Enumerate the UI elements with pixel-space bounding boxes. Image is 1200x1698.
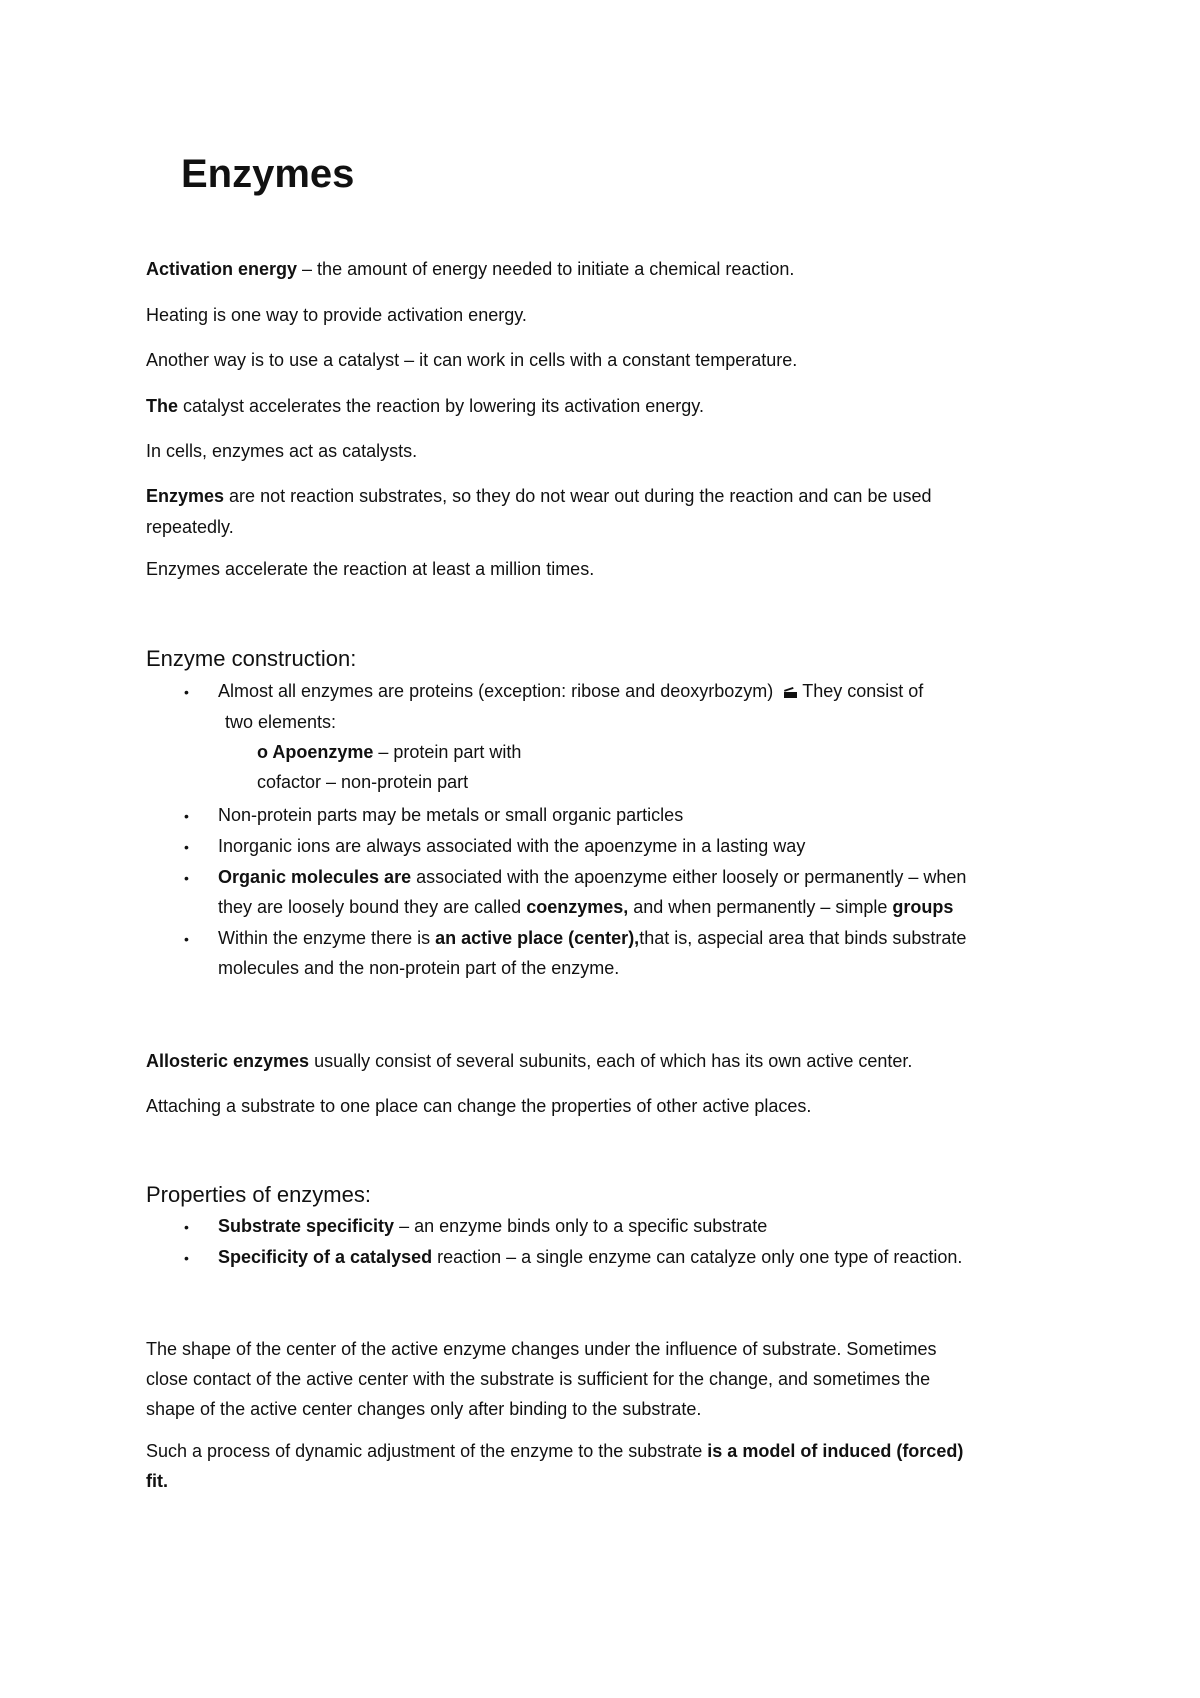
term-allosteric-enzymes: Allosteric enzymes <box>146 1051 310 1071</box>
paragraph-shape-line3: shape of the active center changes only after binding to the substrate. <box>146 1399 702 1419</box>
bullet-non-protein: Non-protein parts may be metals or small organic particles <box>218 805 684 825</box>
bullet-marker <box>184 1253 194 1263</box>
heading-enzyme-construction: Enzyme construction: <box>146 646 357 671</box>
paragraph-text: are not reaction substrates, so they do not wear out during the reaction and can be used <box>224 486 932 506</box>
term-active-place: an active place (center), <box>435 928 640 948</box>
paragraph-enzymes-substrates-line2: repeatedly. <box>146 517 234 537</box>
bullet-text: they are loosely bound they are called <box>218 897 527 917</box>
term-induced-fit: is a model of induced (forced) <box>707 1441 964 1461</box>
bullet-text: Within the enzyme there is <box>218 928 436 948</box>
paragraph-catalyst-accelerates <box>146 395 704 417</box>
paragraph-enzymes-substrates <box>146 485 932 507</box>
bullet-text-tail: They consist of <box>802 681 924 701</box>
bullet-text: associated with the apoenzyme either loosely or permanently – when <box>411 867 967 887</box>
paragraph-in-cells: In cells, enzymes act as catalysts. <box>146 441 418 461</box>
paragraph-allosteric <box>146 1050 912 1072</box>
subitem-text: – protein part with <box>373 742 522 762</box>
bullet-marker <box>184 687 194 697</box>
paragraph-million-times: Enzymes accelerate the reaction at least a million times. <box>146 559 595 579</box>
bullet-organic-molecules <box>218 866 966 888</box>
term-apoenzyme: o Apoenzyme <box>257 742 374 762</box>
bullet-active-place <box>218 927 966 949</box>
paragraph-attaching-substrate: Attaching a substrate to one place can change the properties of other active places. <box>146 1096 812 1116</box>
term-fit: fit. <box>146 1471 168 1491</box>
bullet-marker <box>184 934 194 944</box>
term-coenzymes: coenzymes, <box>526 897 629 917</box>
bullet-inorganic-ions: Inorganic ions are always associated with the apoenzyme in a lasting way <box>218 836 806 856</box>
bullet-marker <box>184 873 194 883</box>
paragraph-induced-fit <box>146 1440 963 1462</box>
subitem-cofactor: cofactor – non-protein part <box>257 772 469 792</box>
bold-phrase: Organic molecules are <box>218 867 412 887</box>
paragraph-text: usually consist of several subunits, each of which has its own active center. <box>309 1051 913 1071</box>
bullet-marker <box>184 1222 194 1232</box>
camera-icon <box>783 686 798 698</box>
bullet-text: reaction – a single enzyme can catalyze only one type of reaction. <box>432 1247 963 1267</box>
bullet-text: that is, aspecial area that binds substrate <box>639 928 967 948</box>
paragraph-text: Such a process of dynamic adjustment of the enzyme to the substrate <box>146 1441 708 1461</box>
paragraph-induced-fit-line2 <box>146 1470 168 1492</box>
bullet-text: – an enzyme binds only to a specific substrate <box>394 1216 768 1236</box>
subitem-apoenzyme <box>257 741 521 763</box>
bullet-organic-molecules-line2 <box>218 896 953 918</box>
bullet-marker <box>184 811 194 821</box>
term-activation-energy: Activation energy <box>146 259 298 279</box>
bullet-active-place-line2: molecules and the non-protein part of the enzyme. <box>218 958 620 978</box>
term-reaction-specificity: Specificity of a catalysed <box>218 1247 433 1267</box>
bold-word: The <box>146 396 179 416</box>
bullet-text: and when permanently – simple <box>628 897 893 917</box>
bullet-proteins <box>218 680 923 702</box>
paragraph-text: catalyst accelerates the reaction by lowering its activation energy. <box>178 396 704 416</box>
term-enzymes: Enzymes <box>146 486 225 506</box>
definition-text: – the amount of energy needed to initiate a chemical reaction. <box>297 259 795 279</box>
term-groups: groups <box>892 897 954 917</box>
term-substrate-specificity: Substrate specificity <box>218 1216 395 1236</box>
bullet-proteins-line2: two elements: <box>225 712 337 732</box>
heading-properties: Properties of enzymes: <box>146 1182 371 1207</box>
paragraph-catalyst: Another way is to use a catalyst – it can work in cells with a constant temperature. <box>146 350 798 370</box>
bullet-text: Almost all enzymes are proteins (exception: ribose and deoxyrbozym) <box>218 681 774 701</box>
paragraph-activation-energy <box>146 258 794 280</box>
bullet-marker <box>184 842 194 852</box>
paragraph-shape-line1: The shape of the center of the active enzyme changes under the influence of substrate. Sometimes <box>146 1339 937 1359</box>
document-title: Enzymes <box>181 152 355 196</box>
paragraph-shape-line2: close contact of the active center with the substrate is sufficient for the change, and sometimes the <box>146 1369 931 1389</box>
bullet-reaction-specificity <box>218 1246 962 1268</box>
paragraph-heating: Heating is one way to provide activation energy. <box>146 305 527 325</box>
bullet-substrate-specificity <box>218 1215 767 1237</box>
